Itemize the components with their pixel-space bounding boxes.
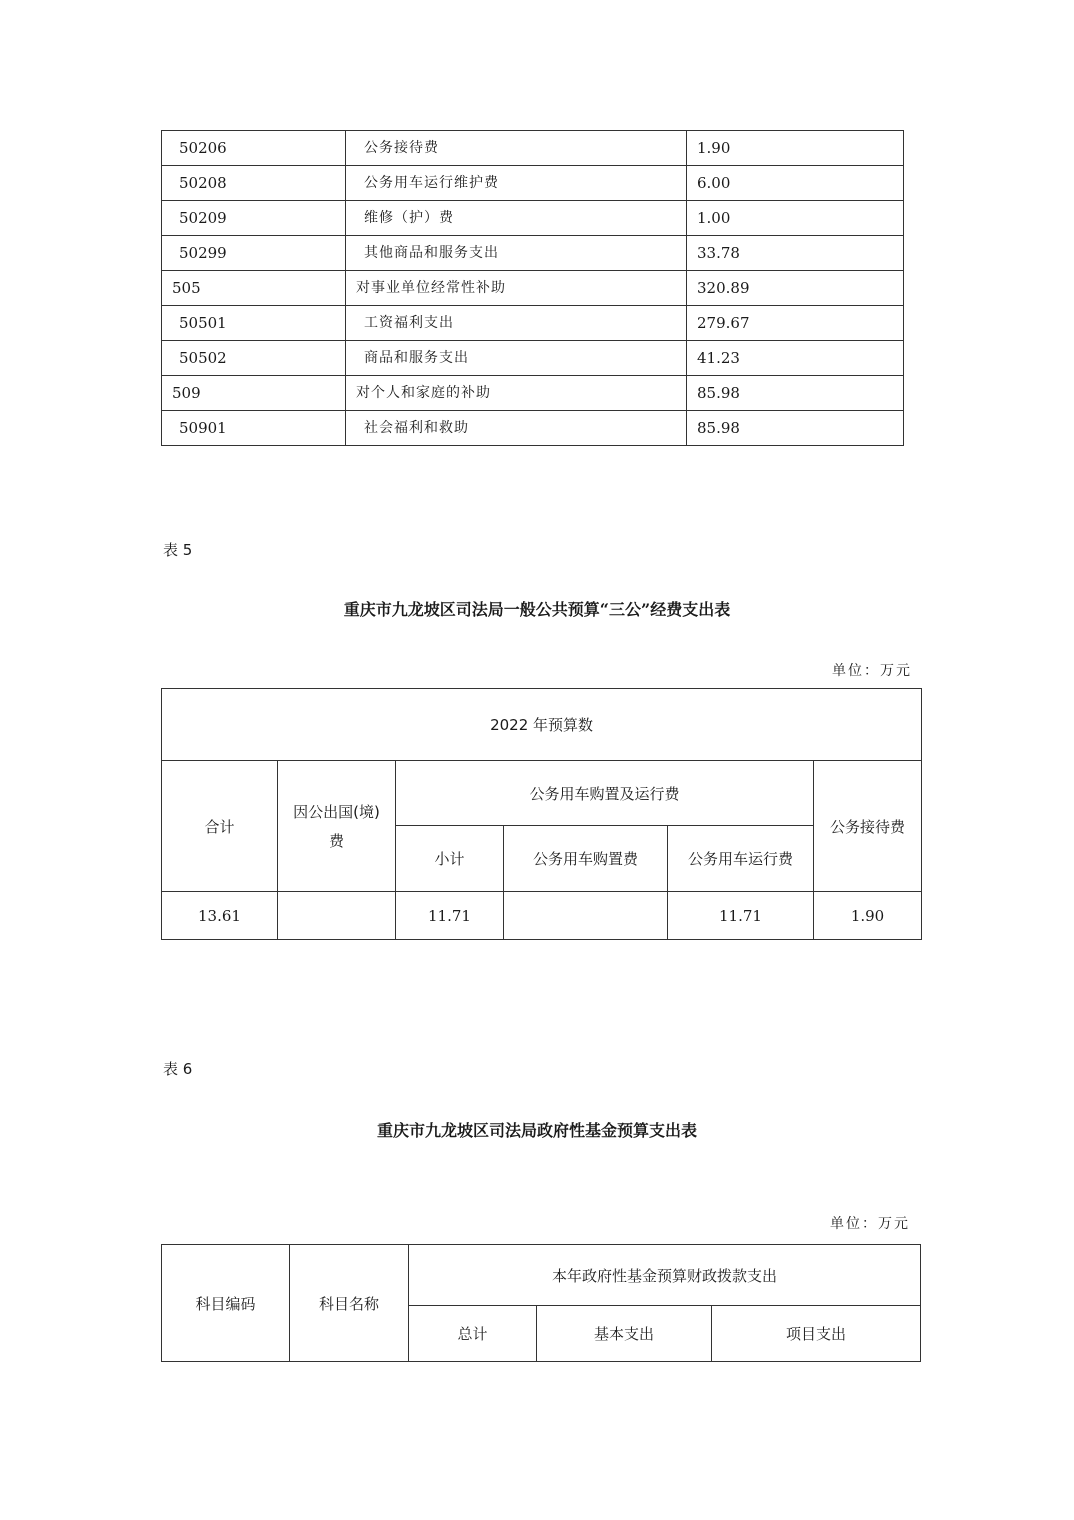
value-vehicle-operation: 11.71: [668, 892, 814, 940]
gov-fund-expense-table: [161, 1244, 921, 1362]
row-name: 商品和服务支出: [346, 341, 687, 376]
row-name: 维修（护）费: [346, 201, 687, 236]
row-code: 50299: [162, 236, 346, 271]
row-name: 对个人和家庭的补助: [346, 376, 687, 411]
row-amount: 85.98: [687, 411, 904, 446]
value-reception: 1.90: [814, 892, 922, 940]
table6-title: 重庆市九龙坡区司法局政府性基金预算支出表: [376, 1121, 697, 1140]
table-row: [162, 411, 904, 446]
table5-unit: 单位：万元: [832, 663, 912, 679]
table-row: [162, 376, 904, 411]
row-name: 其他商品和服务支出: [346, 236, 687, 271]
value-abroad: [278, 892, 396, 940]
table-row: [162, 166, 904, 201]
header-vehicle-purchase: 公务用车购置费: [504, 826, 668, 892]
row-amount: 320.89: [687, 271, 904, 306]
header-vehicle-operation: 公务用车运行费: [668, 826, 814, 892]
row-amount: 1.00: [687, 201, 904, 236]
row-amount: 33.78: [687, 236, 904, 271]
table-row: [162, 341, 904, 376]
header-name: 科目名称: [290, 1245, 409, 1362]
row-code: 50209: [162, 201, 346, 236]
row-code: 50501: [162, 306, 346, 341]
row-code: 50502: [162, 341, 346, 376]
row-amount: 6.00: [687, 166, 904, 201]
header-total: 合计: [162, 761, 278, 892]
row-code: 50901: [162, 411, 346, 446]
row-name: 公务接待费: [346, 131, 687, 166]
row-name: 社会福利和救助: [346, 411, 687, 446]
table-row: [162, 271, 904, 306]
table-row: [162, 236, 904, 271]
table-row: [162, 201, 904, 236]
table-row: [162, 131, 904, 166]
header-abroad: [278, 761, 396, 892]
row-amount: 279.67: [687, 306, 904, 341]
header-project: 项目支出: [712, 1306, 921, 1362]
header-reception: 公务接待费: [814, 761, 922, 892]
row-code: 50208: [162, 166, 346, 201]
value-subtotal: 11.71: [396, 892, 504, 940]
row-amount: 41.23: [687, 341, 904, 376]
three-public-expense-table: [161, 688, 922, 940]
header-group: 本年政府性基金预算财政拨款支出: [409, 1245, 921, 1306]
header-code: 科目编码: [162, 1245, 290, 1362]
row-code: 505: [162, 271, 346, 306]
header-grand-total: 总计: [409, 1306, 537, 1362]
header-basic: 基本支出: [537, 1306, 712, 1362]
value-vehicle-purchase: [504, 892, 668, 940]
header-subtotal: 小计: [396, 826, 504, 892]
row-code: 50206: [162, 131, 346, 166]
row-name: 公务用车运行维护费: [346, 166, 687, 201]
row-amount: 1.90: [687, 131, 904, 166]
row-code: 509: [162, 376, 346, 411]
table-row: [162, 306, 904, 341]
row-amount: 85.98: [687, 376, 904, 411]
expense-table-continuation: [161, 130, 904, 446]
row-name: 对事业单位经常性补助: [346, 271, 687, 306]
value-total: 13.61: [162, 892, 278, 940]
header-abroad-line2: 费: [328, 832, 344, 850]
header-year: 2022 年预算数: [162, 689, 922, 761]
table6-unit: 单位：万元: [830, 1216, 910, 1232]
table5-title: 重庆市九龙坡区司法局一般公共预算“三公”经费支出表: [343, 600, 731, 619]
row-name: 工资福利支出: [346, 306, 687, 341]
table6-label: 表 6: [163, 1060, 193, 1078]
table5-label: 表 5: [163, 541, 193, 559]
header-abroad-line1: 因公出国(境): [293, 803, 380, 821]
header-vehicle: 公务用车购置及运行费: [396, 761, 814, 826]
